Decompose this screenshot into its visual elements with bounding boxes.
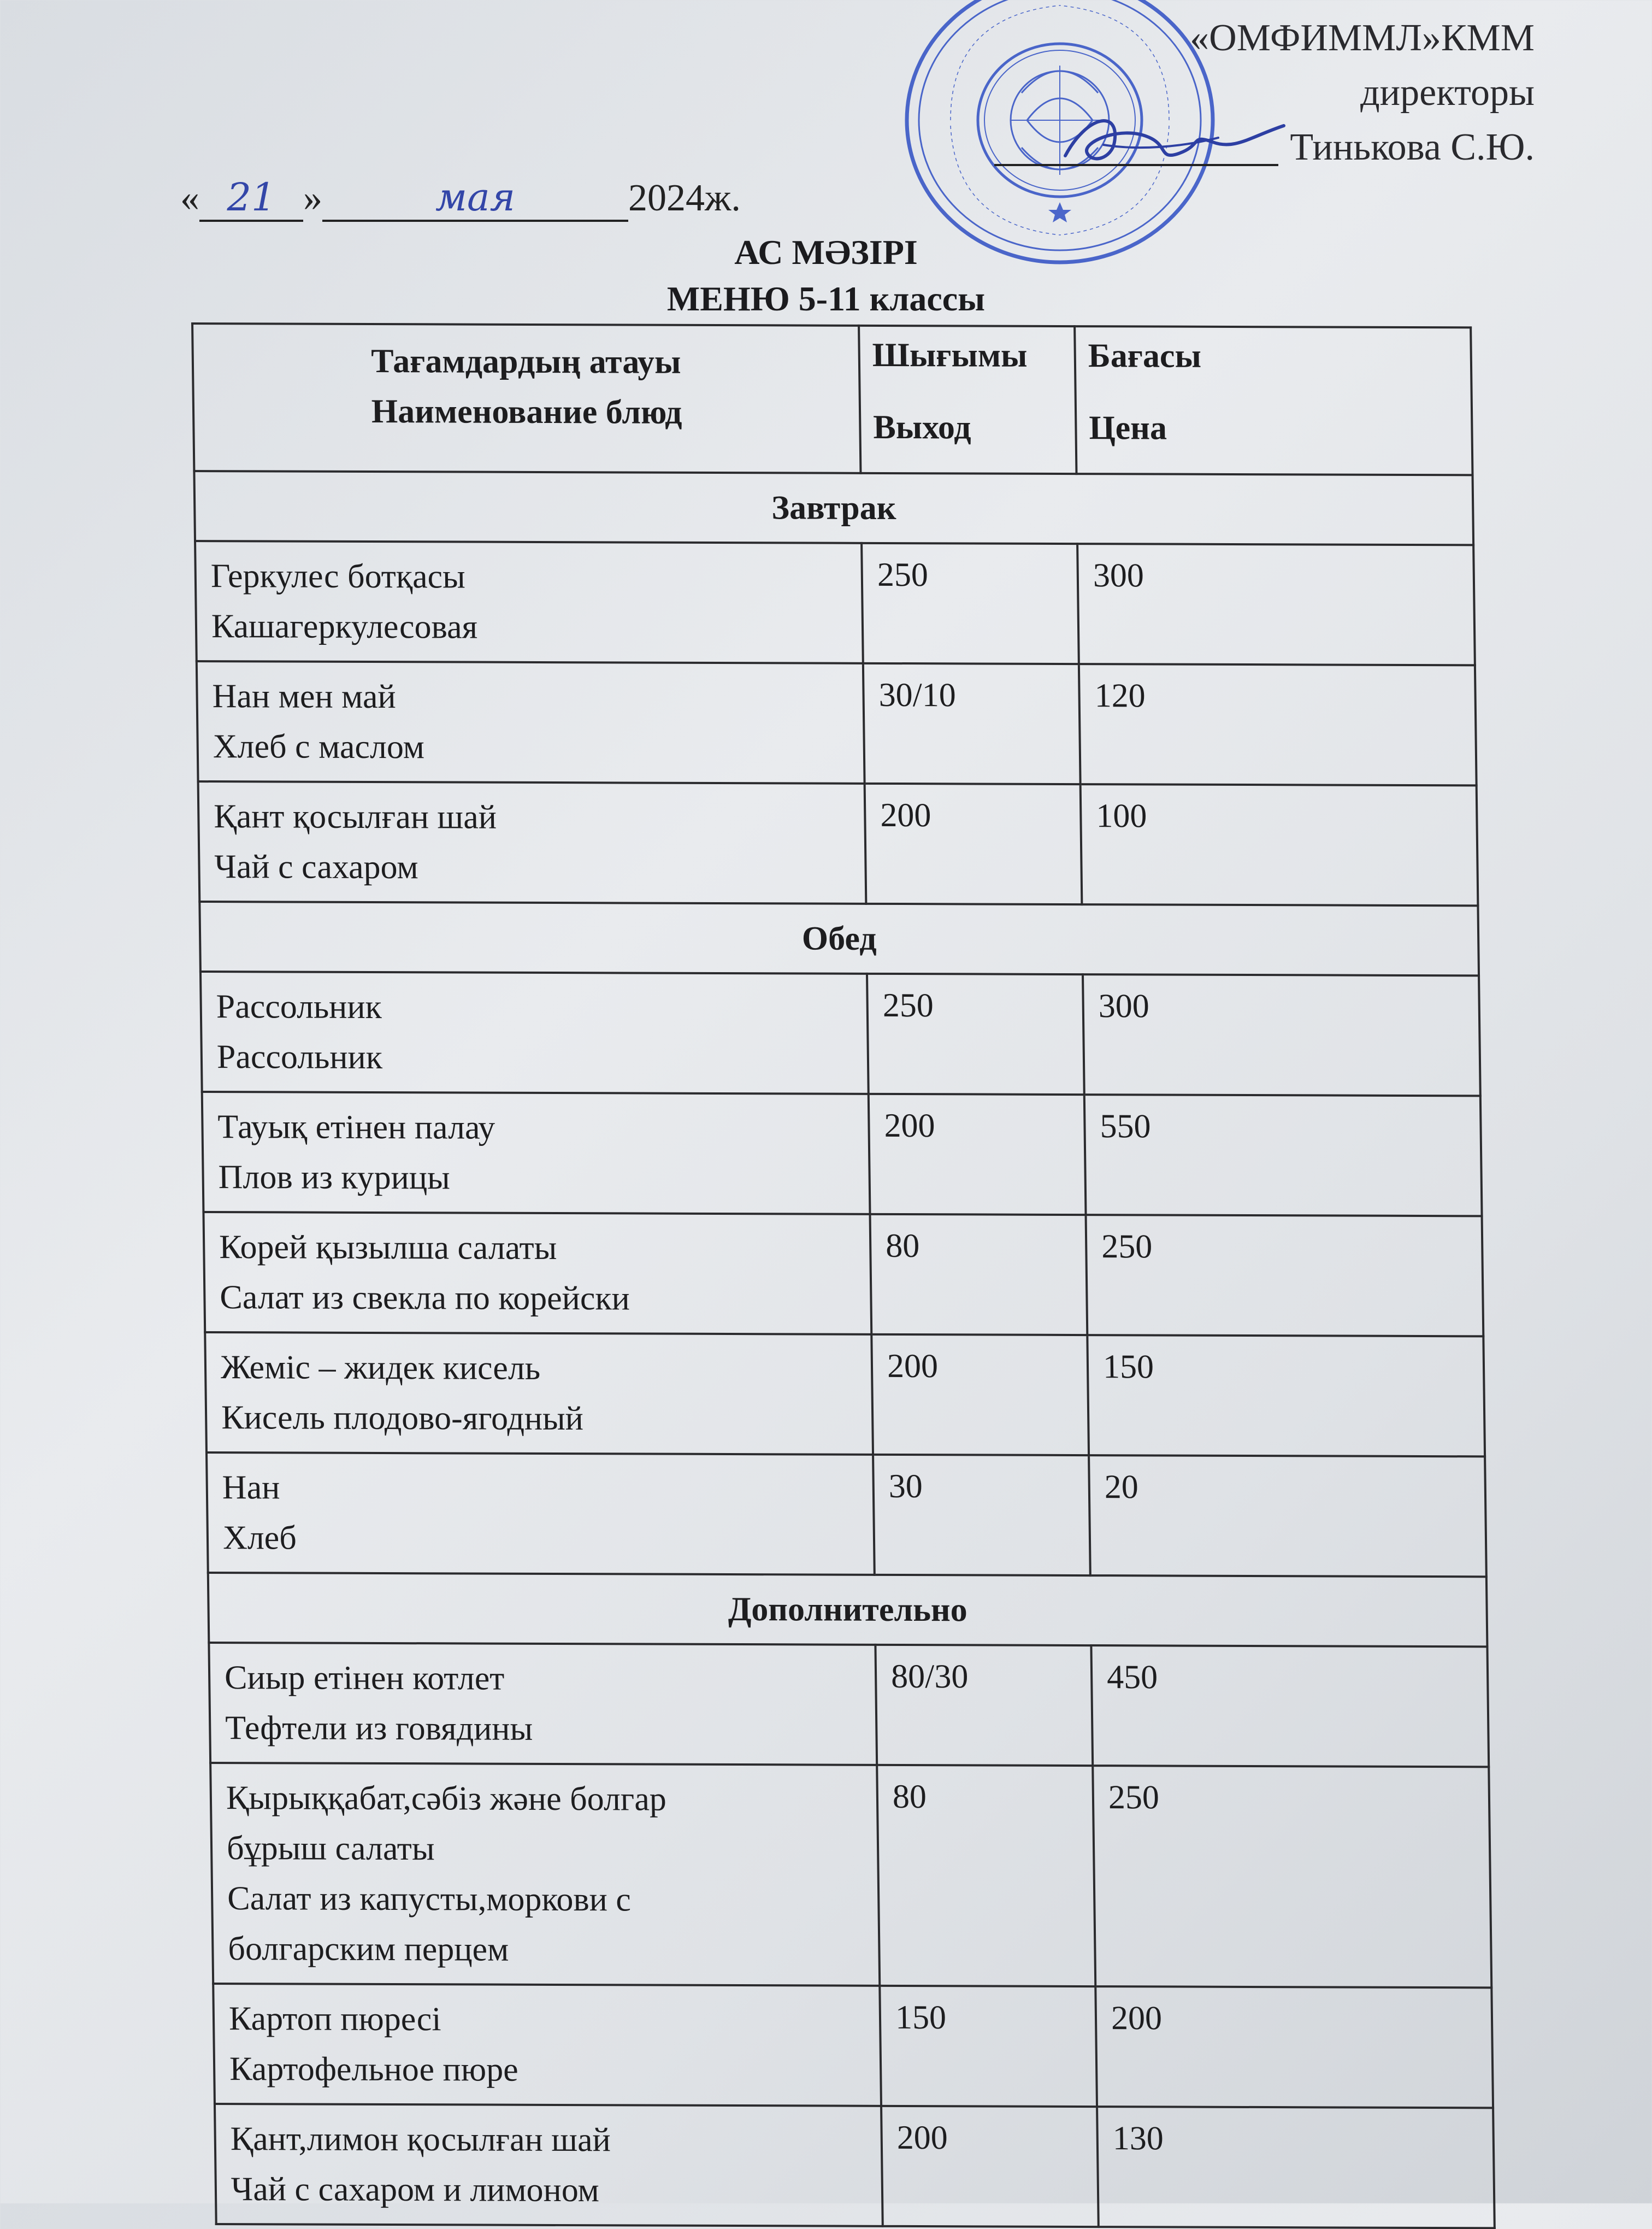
table-row — [203, 1212, 1483, 1336]
section-title: Завтрак — [194, 471, 1473, 545]
dish-price-cell: 120 — [1079, 664, 1477, 785]
dish-name-line: Нан — [222, 1469, 280, 1507]
dish-name-line: Чай с сахаром — [214, 848, 419, 886]
dish-yield-cell: 80/30 — [875, 1645, 1093, 1766]
dish-name-cell — [205, 1332, 873, 1455]
dish-name-line: Геркулес ботқасы — [210, 557, 466, 596]
dish-name-cell — [202, 1092, 870, 1214]
dish-name-line: Кашагеркулесовая — [211, 608, 478, 646]
section-title: Обед — [199, 902, 1479, 975]
dish-name-line: Тефтели из говядины — [225, 1709, 533, 1748]
dish-price-cell: 130 — [1097, 2107, 1495, 2228]
dish-name-line: болгарским перцем — [227, 1930, 509, 1968]
column-header-price — [1075, 326, 1472, 475]
section-title: Дополнительно — [208, 1573, 1488, 1646]
dish-name-line: Тауық етінен палау — [217, 1108, 495, 1146]
dish-name-line: Салат из капусты,моркови с — [227, 1880, 632, 1919]
dish-name-line: Нан мен май — [212, 678, 396, 716]
dish-yield-cell: 200 — [865, 784, 1082, 904]
dish-name-cell — [215, 2104, 883, 2226]
column-header-name-kz: Тағамдардың атауы — [370, 343, 681, 381]
dish-name-line: Плов из курицы — [218, 1158, 451, 1197]
section-row — [194, 471, 1473, 545]
table-row — [215, 2104, 1495, 2228]
dish-name-line: Рассольник — [216, 1038, 383, 1077]
dish-name-line: бұрыш салаты — [226, 1830, 435, 1868]
table-row — [205, 1332, 1485, 1456]
dish-price-cell: 450 — [1091, 1645, 1489, 1767]
dish-price-cell: 150 — [1087, 1335, 1485, 1456]
dish-price-cell: 300 — [1083, 974, 1480, 1096]
dish-yield-cell: 250 — [867, 974, 1084, 1095]
dish-name-line: Қант қосылған шай — [213, 798, 497, 836]
date-open-quote: « — [180, 177, 199, 219]
dish-name-line: Салат из свекла по корейски — [219, 1279, 630, 1318]
dish-yield-cell: 30/10 — [863, 663, 1081, 784]
dish-name-cell — [197, 661, 865, 784]
dish-name-line: Рассольник — [216, 988, 382, 1026]
dish-name-cell — [195, 541, 863, 663]
dish-name-cell — [213, 1984, 881, 2106]
dish-price-cell: 100 — [1081, 784, 1478, 905]
dish-yield-cell: 200 — [881, 2106, 1099, 2227]
dish-name-cell — [203, 1212, 871, 1334]
column-header-price-ru: Цена — [1089, 409, 1167, 447]
dish-name-line: Хлеб с маслом — [213, 728, 425, 766]
dish-name-line: Картоп пюресі — [228, 2000, 441, 2038]
dish-name-line: Кисель плодово-ягодный — [221, 1399, 584, 1438]
section-row — [208, 1573, 1488, 1646]
dish-yield-cell: 200 — [869, 1094, 1086, 1215]
date-close-quote: » — [303, 177, 322, 219]
dish-name-line: Жеміс – жидек кисель — [220, 1349, 541, 1387]
director-position: директоры — [1360, 72, 1535, 114]
table-row — [195, 541, 1475, 665]
menu-table — [191, 322, 1496, 2229]
column-header-name-ru: Наименование блюд — [371, 393, 682, 431]
date-month-handwritten: мая — [322, 175, 628, 222]
dish-name-cell — [209, 1643, 877, 1765]
dish-name-line: Хлеб — [222, 1519, 297, 1557]
column-header-yield-ru: Выход — [872, 408, 971, 446]
director-name: Тинькова С.Ю. — [1290, 126, 1535, 168]
dish-price-cell: 300 — [1077, 544, 1475, 665]
table-row — [197, 661, 1477, 785]
document-date — [180, 175, 741, 222]
dish-name-cell — [200, 972, 869, 1094]
dish-name-line: Картофельное пюре — [229, 2050, 519, 2089]
dish-name-line: Сиыр етінен котлет — [224, 1659, 505, 1697]
date-day-handwritten: 21 — [199, 175, 303, 222]
dish-name-cell — [198, 781, 866, 904]
column-header-price-kz: Бағасы — [1088, 337, 1202, 375]
dish-name-line: Қырыққабат,сәбіз және болгар — [226, 1779, 667, 1818]
dish-price-cell: 200 — [1095, 1986, 1493, 2108]
column-header-name — [192, 324, 860, 473]
table-row — [200, 972, 1480, 1096]
dish-price-cell: 550 — [1084, 1095, 1482, 1216]
dish-yield-cell: 250 — [862, 543, 1079, 664]
menu-table-body — [194, 471, 1494, 2228]
dish-name-cell — [206, 1452, 875, 1575]
dish-price-cell: 250 — [1086, 1215, 1484, 1336]
table-row — [209, 1643, 1489, 1767]
table-header-row — [192, 324, 1472, 475]
dish-name-line: Корей қызылша салаты — [219, 1228, 557, 1267]
table-row — [210, 1763, 1491, 1987]
dish-yield-cell: 30 — [873, 1455, 1090, 1575]
approval-header — [1190, 11, 1535, 175]
organization-name: «ОМФИММЛ»КММ — [1190, 17, 1535, 59]
table-row — [206, 1452, 1486, 1577]
table-row — [202, 1092, 1482, 1216]
dish-yield-cell: 150 — [880, 1986, 1097, 2107]
dish-price-cell: 250 — [1093, 1766, 1491, 1987]
column-header-yield-kz: Шығымы — [872, 336, 1028, 374]
table-row — [213, 1984, 1493, 2108]
dish-price-cell: 20 — [1089, 1455, 1486, 1577]
menu-title-kz: АС МӘЗІРІ — [734, 233, 918, 272]
dish-name-line: Чай с сахаром и лимоном — [231, 2171, 600, 2209]
dish-name-line: Қант,лимон қосылған шай — [230, 2120, 611, 2159]
dish-name-cell — [210, 1763, 880, 1986]
dish-yield-cell: 80 — [870, 1214, 1088, 1335]
section-row — [199, 902, 1479, 975]
dish-yield-cell: 200 — [871, 1334, 1089, 1455]
dish-yield-cell: 80 — [877, 1765, 1095, 1986]
menu-title-ru: МЕНЮ 5-11 классы — [666, 279, 986, 318]
table-row — [198, 781, 1478, 905]
date-year: 2024ж. — [628, 177, 741, 219]
column-header-yield — [859, 326, 1076, 474]
